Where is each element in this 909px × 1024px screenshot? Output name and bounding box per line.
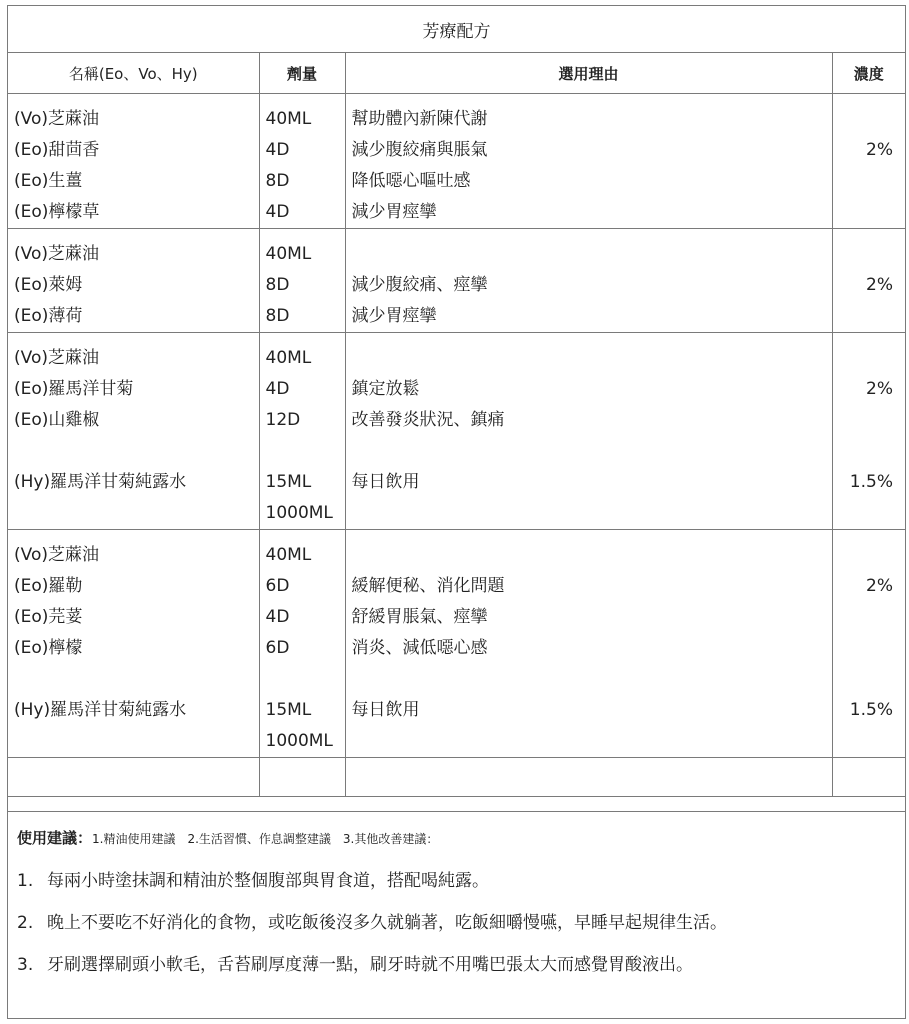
reason-cell [345, 333, 832, 530]
dose-text: 8D [265, 171, 290, 191]
ingredient-text: (Eo)檸檬草 [14, 202, 100, 222]
header-row [8, 53, 905, 94]
concentration-text [833, 197, 906, 228]
dose-text: 8D [265, 306, 290, 326]
reason-cell [345, 94, 832, 229]
ingredient-text: (Eo)檸檬 [14, 638, 83, 658]
dose-cell [259, 229, 345, 333]
empty-cell [259, 758, 345, 797]
reason-text: 減少腹絞痛與脹氣 [351, 140, 488, 160]
concentration-text [833, 436, 906, 467]
ingredient-text [8, 436, 259, 467]
reason-text: 每日飲用 [351, 472, 420, 492]
reason-text [346, 664, 832, 695]
concentration-text [833, 540, 906, 571]
reason-text: 減少胃痙攣 [351, 202, 437, 222]
concentration-cell [832, 333, 905, 530]
ingredient-cell [8, 333, 259, 530]
ingredient-text: (Vo)芝蔴油 [14, 545, 99, 565]
ingredient-text: (Eo)甜茴香 [14, 140, 100, 160]
dose-text: 1000ML [265, 731, 333, 751]
dose-text: 15ML [265, 472, 312, 492]
dose-cell [259, 94, 345, 229]
ingredient-text: (Vo)芝蔴油 [14, 244, 99, 264]
advice-item-number: 2. [17, 913, 34, 933]
empty-cell [345, 758, 832, 797]
reason-text: 減少胃痙攣 [351, 306, 437, 326]
ingredient-cell [8, 530, 259, 758]
reason-text [346, 540, 832, 571]
recipe-table [8, 52, 905, 797]
dose-text: 15ML [265, 700, 312, 720]
concentration-text: 2% [866, 140, 893, 160]
reason-text [346, 239, 832, 270]
ingredient-text: (Eo)山雞椒 [14, 410, 100, 430]
advice-item-text: 牙刷選擇刷頭小軟毛，舌苔刷厚度薄一點，刷牙時就不用嘴巴張太大而感覺胃酸液出。 [47, 955, 693, 975]
advice-subtitle: 1.精油使用建議 2.生活習慣、作息調整建議 3.其他改善建議： [92, 832, 439, 846]
advice-item-number: 3. [17, 955, 34, 975]
ingredient-text: (Vo)芝蔴油 [14, 109, 99, 129]
header-name: 名稱(Eo、Vo、Hy) [8, 53, 259, 94]
advice-section [8, 811, 905, 1019]
concentration-text: 1.5% [849, 700, 893, 720]
advice-item [17, 902, 727, 944]
ingredient-text: (Eo)芫荽 [14, 607, 83, 627]
dose-text: 40ML [265, 109, 312, 129]
ingredient-cell [8, 94, 259, 229]
ingredient-text: (Eo)薄荷 [14, 306, 83, 326]
dose-text: 4D [265, 202, 290, 222]
empty-cell [8, 758, 259, 797]
advice-item-number: 1. [17, 871, 34, 891]
concentration-text [833, 633, 906, 664]
recipe-group-row [8, 333, 905, 530]
dose-text: 6D [265, 576, 290, 596]
concentration-text [833, 301, 906, 332]
reason-text: 緩解便秘、消化問題 [351, 576, 505, 596]
advice-item-text: 晚上不要吃不好消化的食物，或吃飯後沒多久就躺著，吃飯細嚼慢嚥，早睡早起規律生活。 [47, 913, 727, 933]
advice-list [17, 860, 727, 986]
reason-text [346, 343, 832, 374]
reason-text: 鎮定放鬆 [351, 379, 420, 399]
reason-text: 每日飲用 [351, 700, 420, 720]
advice-heading [17, 827, 438, 848]
recipe-group-row [8, 530, 905, 758]
reason-text: 降低噁心嘔吐感 [351, 171, 471, 191]
dose-cell [259, 530, 345, 758]
reason-text: 消炎、減低噁心感 [351, 638, 488, 658]
concentration-text [833, 104, 906, 135]
advice-title: 使用建議： [17, 829, 93, 847]
header-dose: 劑量 [259, 53, 345, 94]
dose-text: 4D [265, 379, 290, 399]
reason-cell [345, 530, 832, 758]
ingredient-text [8, 664, 259, 695]
dose-text: 4D [265, 607, 290, 627]
dose-text: 4D [265, 140, 290, 160]
reason-text [346, 726, 832, 757]
dose-cell [259, 333, 345, 530]
reason-cell [345, 229, 832, 333]
reason-text [346, 498, 832, 529]
dose-text: 1000ML [265, 503, 333, 523]
concentration-text: 2% [866, 576, 893, 596]
dose-text: 6D [265, 638, 290, 658]
ingredient-text: (Eo)萊姆 [14, 275, 83, 295]
reason-text: 改善發炎狀況、鎮痛 [351, 410, 505, 430]
recipe-group-row [8, 229, 905, 333]
concentration-cell [832, 94, 905, 229]
dose-text: 8D [265, 275, 290, 295]
recipe-group-row [8, 94, 905, 229]
concentration-text [833, 726, 906, 757]
dose-text [260, 664, 345, 695]
reason-text: 舒緩胃脹氣、痙攣 [351, 607, 488, 627]
recipe-sheet [7, 5, 906, 1019]
reason-text [346, 436, 832, 467]
sheet-title: 芳療配方 [8, 6, 905, 53]
concentration-cell [832, 229, 905, 333]
ingredient-text: (Vo)芝蔴油 [14, 348, 99, 368]
header-reason: 選用理由 [345, 53, 832, 94]
reason-text: 幫助體內新陳代謝 [351, 109, 488, 129]
advice-item-text: 每兩小時塗抹調和精油於整個腹部與胃食道，搭配喝純露。 [47, 871, 489, 891]
empty-cell [832, 758, 905, 797]
concentration-text [833, 343, 906, 374]
ingredient-text: (Eo)羅馬洋甘菊 [14, 379, 134, 399]
ingredient-text: (Eo)羅勒 [14, 576, 83, 596]
concentration-text: 1.5% [849, 472, 893, 492]
concentration-text [833, 602, 906, 633]
ingredient-text: (Hy)羅馬洋甘菊純露水 [14, 700, 187, 720]
dose-text [260, 436, 345, 467]
reason-text: 減少腹絞痛、痙攣 [351, 275, 488, 295]
ingredient-cell [8, 229, 259, 333]
concentration-text: 2% [866, 275, 893, 295]
empty-row [8, 758, 905, 797]
dose-text: 40ML [265, 348, 312, 368]
advice-item [17, 944, 727, 986]
concentration-cell [832, 530, 905, 758]
header-concentration: 濃度 [832, 53, 905, 94]
dose-text: 40ML [265, 244, 312, 264]
concentration-text [833, 166, 906, 197]
dose-text: 40ML [265, 545, 312, 565]
concentration-text: 2% [866, 379, 893, 399]
concentration-text [833, 239, 906, 270]
ingredient-text [8, 726, 259, 757]
advice-item [17, 860, 727, 902]
ingredient-text: (Eo)生薑 [14, 171, 83, 191]
ingredient-text [8, 498, 259, 529]
concentration-text [833, 405, 906, 436]
concentration-text [833, 498, 906, 529]
concentration-text [833, 664, 906, 695]
ingredient-text: (Hy)羅馬洋甘菊純露水 [14, 472, 187, 492]
dose-text: 12D [265, 410, 301, 430]
